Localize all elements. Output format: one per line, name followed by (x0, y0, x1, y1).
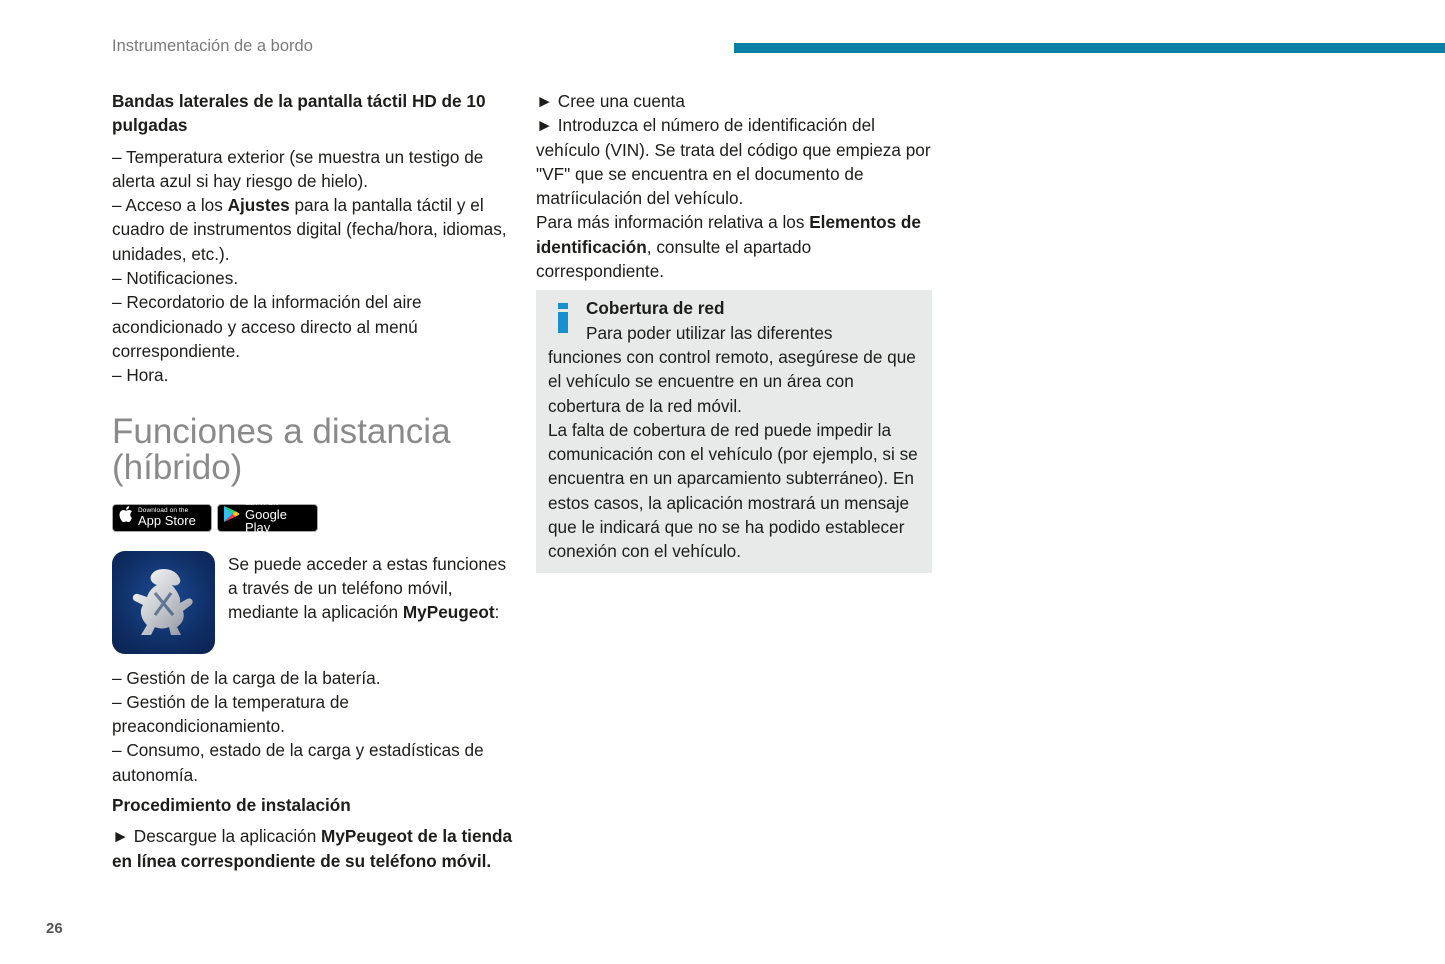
list-item: – Gestión de la carga de la batería. (112, 667, 381, 688)
google-play-badge[interactable] (217, 500, 318, 535)
install-heading: Procedimiento de instalación (112, 795, 351, 816)
peugeot-lion-icon (125, 563, 203, 641)
apple-icon (118, 505, 133, 529)
install-step: ► Descargue la aplicación MyPeugeot de la tienda en línea correspondiente de su teléfono móvil. (112, 826, 513, 871)
badge-store-name: App Store (138, 513, 196, 529)
info-box-network-coverage (536, 290, 932, 572)
page-number: 26 (46, 920, 63, 937)
app-intro (112, 548, 517, 654)
install-step: ► Introduzca el número de identificación del vehículo (VIN). Se trata del código que empieza por "VF" que se encuentra en el documento de matríiculación del vehículo. (536, 115, 931, 209)
store-badges (112, 500, 517, 535)
google-play-icon (223, 505, 240, 529)
more-info: Para más información relativa a los Elementos de identificación, consulte el apartado correspondiente. (536, 212, 921, 282)
info-icon (558, 303, 568, 339)
badge-caption: Download on the (138, 506, 189, 514)
info-box-text: La falta de cobertura de red puede impedir la comunicación con el vehículo (por ejemplo, si se encuentra en un aparcamiento subterráneo). En estos casos, la aplicación mostrará un mensaje que le indicará que no se ha podido establecer conexión con el vehículo. (548, 419, 918, 562)
badge-caption: GET IT ON (245, 500, 279, 508)
list-item: – Recordatorio de la información del aire acondicionado y acceso directo al menú correspondiente. (112, 292, 422, 361)
subheading-side-bands: Bandas laterales de la pantalla táctil HD de 10 pulgadas (112, 91, 486, 136)
info-box-text: funciones con control remoto, asegúrese de que el vehículo se encuentre en un área con cobertura de la red móvil. (548, 346, 916, 416)
list-item: – Gestión de la temperatura de preacondicionamiento. (112, 691, 349, 737)
right-column (536, 89, 932, 573)
mypeugeot-app-icon (112, 551, 215, 654)
install-step: ► Cree una cuenta (536, 91, 685, 111)
main-title: Funciones a distancia (híbrido) (112, 411, 451, 487)
list-item: – Notificaciones. (112, 268, 239, 289)
accent-bar (734, 43, 1445, 53)
list-item: – Consumo, estado de la carga y estadísticas de autonomía. (112, 740, 484, 785)
app-store-badge[interactable] (112, 504, 212, 532)
list-item: – Acceso a los Ajustes para la pantalla táctil y el cuadro de instrumentos digital (fecha/hora, idiomas, unidades, etc.). (112, 195, 507, 264)
list-item: – Temperatura exterior (se muestra un testigo de alerta azul si hay riesgo de hielo). (112, 146, 484, 191)
badge-store-name: Google Play (245, 506, 287, 535)
info-box-text: Para poder utilizar las diferentes (586, 322, 833, 343)
app-intro-text: Se puede acceder a estas funciones a través de un teléfono móvil, mediante la aplicación MyPeugeot: (228, 553, 507, 623)
info-box-title: Cobertura de red (586, 298, 725, 319)
section-title: Instrumentación de a bordo (112, 37, 313, 55)
left-column (112, 89, 517, 873)
list-item: – Hora. (112, 365, 169, 386)
